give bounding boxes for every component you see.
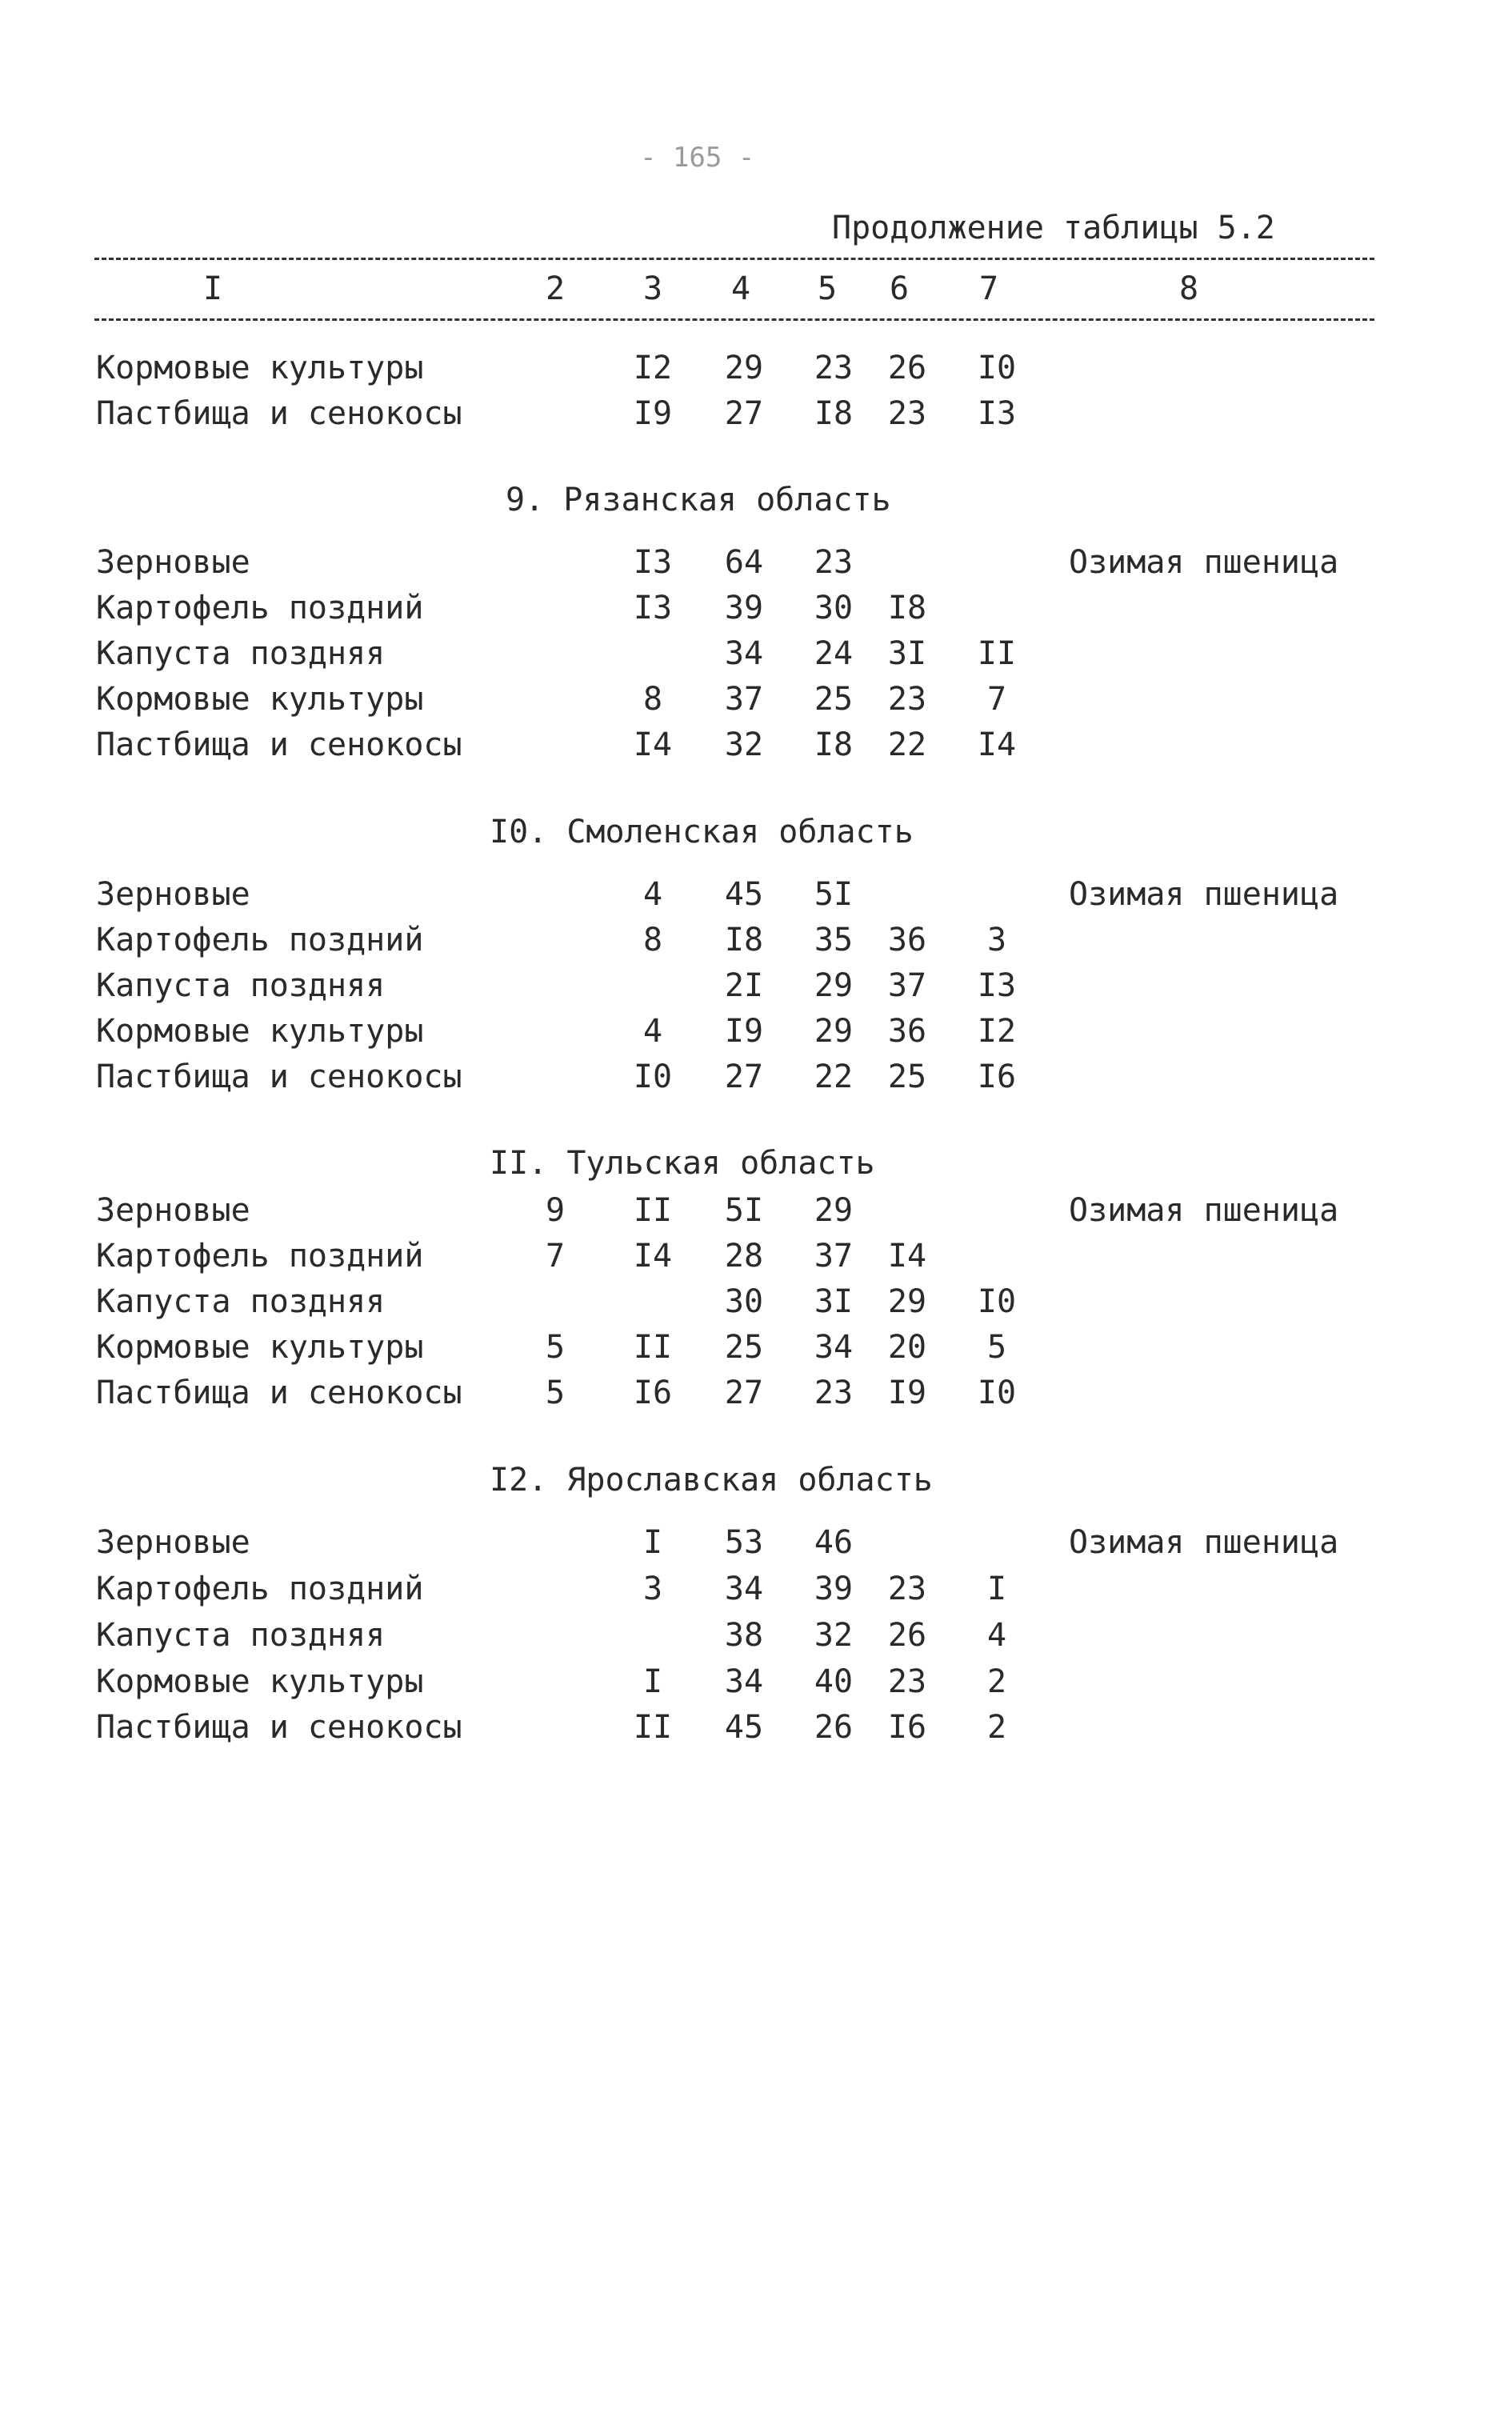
value-cell-4: 27 [724, 395, 764, 432]
value-cell-6: 26 [887, 1617, 927, 1654]
value-cell-5: 29 [814, 1192, 854, 1229]
value-cell-5: 39 [814, 1571, 854, 1607]
value-cell-5: 25 [814, 681, 854, 718]
table-row [0, 635, 1512, 675]
crop-name-cell: Картофель поздний [96, 1571, 424, 1607]
crop-name-cell: Пастбища и сенокосы [96, 395, 462, 432]
value-cell-7: 3 [986, 922, 1007, 958]
value-cell-4: 37 [724, 681, 764, 718]
table-row [0, 1283, 1512, 1323]
column-header-4: 4 [731, 270, 751, 307]
value-cell-4: 32 [724, 726, 764, 763]
crop-name-cell: Кормовые культуры [96, 681, 424, 718]
value-cell-2: 7 [545, 1238, 566, 1275]
table-row [0, 1709, 1512, 1749]
table-row [0, 395, 1512, 435]
value-cell-4: 45 [724, 876, 764, 913]
value-cell-4: 25 [724, 1329, 764, 1366]
value-cell-5: 30 [814, 590, 854, 626]
value-cell-4: 38 [724, 1617, 764, 1654]
value-cell-5: 22 [814, 1058, 854, 1095]
crop-name-cell: Пастбища и сенокосы [96, 1375, 462, 1411]
value-cell-7: II [977, 635, 1017, 672]
value-cell-6: 23 [887, 1571, 927, 1607]
crop-name-cell: Кормовые культуры [96, 1013, 424, 1050]
value-cell-5: I8 [814, 726, 854, 763]
value-cell-6: 26 [887, 350, 927, 386]
value-cell-3: 4 [642, 876, 663, 913]
table-row [0, 350, 1512, 390]
column-header-7: 7 [979, 270, 999, 307]
table-row [0, 1013, 1512, 1053]
table-row [0, 876, 1512, 916]
table-row [0, 1329, 1512, 1369]
value-cell-3: II [633, 1192, 673, 1229]
value-cell-5: 23 [814, 544, 854, 581]
value-cell-7: 2 [986, 1709, 1007, 1746]
value-cell-6: 22 [887, 726, 927, 763]
table-row [0, 967, 1512, 1007]
value-cell-3: I [642, 1663, 663, 1700]
region-title: I2. Ярославская область [490, 1462, 933, 1499]
value-cell-4: I9 [724, 1013, 764, 1050]
value-cell-3: 4 [642, 1013, 663, 1050]
value-cell-7: 2 [986, 1663, 1007, 1700]
value-cell-7: I [986, 1571, 1007, 1607]
value-cell-6: 23 [887, 1663, 927, 1700]
value-cell-3: I9 [633, 395, 673, 432]
value-cell-6: 29 [887, 1283, 927, 1320]
value-cell-7: I3 [977, 967, 1017, 1004]
value-cell-8: Озимая пшеница [1069, 1192, 1339, 1229]
value-cell-4: 39 [724, 590, 764, 626]
value-cell-7: I6 [977, 1058, 1017, 1095]
table-row [0, 1524, 1512, 1564]
table-row [0, 544, 1512, 584]
table-row [0, 681, 1512, 721]
value-cell-4: 34 [724, 635, 764, 672]
table-row [0, 1192, 1512, 1232]
value-cell-4: 28 [724, 1238, 764, 1275]
value-cell-5: I8 [814, 395, 854, 432]
value-cell-5: 26 [814, 1709, 854, 1746]
value-cell-4: 34 [724, 1663, 764, 1700]
crop-name-cell: Капуста поздняя [96, 1617, 386, 1654]
crop-name-cell: Капуста поздняя [96, 1283, 386, 1320]
value-cell-5: 29 [814, 1013, 854, 1050]
value-cell-2: 5 [545, 1329, 566, 1366]
value-cell-7: I0 [977, 1375, 1017, 1411]
crop-name-cell: Картофель поздний [96, 590, 424, 626]
value-cell-5: 34 [814, 1329, 854, 1366]
value-cell-7: I4 [977, 726, 1017, 763]
value-cell-7: I0 [977, 1283, 1017, 1320]
value-cell-4: 29 [724, 350, 764, 386]
value-cell-2: 5 [545, 1375, 566, 1411]
value-cell-7: I0 [977, 350, 1017, 386]
crop-name-cell: Картофель поздний [96, 922, 424, 958]
value-cell-6: 25 [887, 1058, 927, 1095]
value-cell-6: I6 [887, 1709, 927, 1746]
table-row [0, 1238, 1512, 1278]
value-cell-3: II [633, 1329, 673, 1366]
column-header-8: 8 [1179, 270, 1199, 307]
region-title: 9. Рязанская область [506, 482, 891, 518]
value-cell-6: 37 [887, 967, 927, 1004]
value-cell-6: I9 [887, 1375, 927, 1411]
value-cell-6: I4 [887, 1238, 927, 1275]
value-cell-4: 64 [724, 544, 764, 581]
value-cell-6: 20 [887, 1329, 927, 1366]
column-header-6: 6 [890, 270, 910, 307]
crop-name-cell: Капуста поздняя [96, 635, 386, 672]
crop-name-cell: Кормовые культуры [96, 1329, 424, 1366]
table-row [0, 726, 1512, 766]
value-cell-6: 23 [887, 395, 927, 432]
value-cell-3: I [642, 1524, 663, 1561]
crop-name-cell: Картофель поздний [96, 1238, 424, 1275]
crop-name-cell: Зерновые [96, 1192, 250, 1229]
column-header-2: 2 [546, 270, 566, 307]
table-caption: Продолжение таблицы 5.2 [832, 210, 1275, 246]
page-number: - 165 - [640, 142, 755, 174]
value-cell-4: 27 [724, 1058, 764, 1095]
crop-name-cell: Капуста поздняя [96, 967, 386, 1004]
header-rule-top [94, 258, 1374, 260]
value-cell-8: Озимая пшеница [1069, 876, 1339, 913]
table-row [0, 1375, 1512, 1415]
table-row [0, 1571, 1512, 1611]
value-cell-3: 3 [642, 1571, 663, 1607]
value-cell-5: 24 [814, 635, 854, 672]
value-cell-7: 5 [986, 1329, 1007, 1366]
table-row [0, 1617, 1512, 1657]
value-cell-4: 5I [724, 1192, 764, 1229]
value-cell-5: 35 [814, 922, 854, 958]
region-title: II. Тульская область [490, 1145, 875, 1182]
value-cell-5: 3I [814, 1283, 854, 1320]
value-cell-4: 45 [724, 1709, 764, 1746]
value-cell-8: Озимая пшеница [1069, 1524, 1339, 1561]
crop-name-cell: Пастбища и сенокосы [96, 726, 462, 763]
crop-name-cell: Пастбища и сенокосы [96, 1709, 462, 1746]
table-row [0, 1058, 1512, 1098]
value-cell-3: 8 [642, 681, 663, 718]
header-rule-bottom [94, 318, 1374, 321]
value-cell-3: I6 [633, 1375, 673, 1411]
value-cell-3: I0 [633, 1058, 673, 1095]
value-cell-5: 29 [814, 967, 854, 1004]
value-cell-4: 34 [724, 1571, 764, 1607]
value-cell-4: I8 [724, 922, 764, 958]
value-cell-3: I3 [633, 544, 673, 581]
column-header-5: 5 [818, 270, 838, 307]
value-cell-5: 46 [814, 1524, 854, 1561]
value-cell-6: 36 [887, 1013, 927, 1050]
value-cell-4: 2I [724, 967, 764, 1004]
value-cell-3: II [633, 1709, 673, 1746]
value-cell-3: I4 [633, 726, 673, 763]
value-cell-5: 23 [814, 1375, 854, 1411]
value-cell-5: 37 [814, 1238, 854, 1275]
value-cell-7: I2 [977, 1013, 1017, 1050]
table-row [0, 590, 1512, 630]
value-cell-5: 5I [814, 876, 854, 913]
value-cell-4: 53 [724, 1524, 764, 1561]
value-cell-6: 3I [887, 635, 927, 672]
crop-name-cell: Зерновые [96, 544, 250, 581]
value-cell-6: 36 [887, 922, 927, 958]
value-cell-7: I3 [977, 395, 1017, 432]
region-title: I0. Смоленская область [490, 814, 914, 850]
value-cell-5: 32 [814, 1617, 854, 1654]
value-cell-3: I2 [633, 350, 673, 386]
table-row [0, 922, 1512, 962]
value-cell-2: 9 [545, 1192, 566, 1229]
value-cell-3: I3 [633, 590, 673, 626]
value-cell-6: 23 [887, 681, 927, 718]
value-cell-3: 8 [642, 922, 663, 958]
crop-name-cell: Пастбища и сенокосы [96, 1058, 462, 1095]
value-cell-7: 7 [986, 681, 1007, 718]
column-header-1: I [203, 270, 223, 307]
value-cell-4: 27 [724, 1375, 764, 1411]
crop-name-cell: Зерновые [96, 876, 250, 913]
value-cell-7: 4 [986, 1617, 1007, 1654]
value-cell-3: I4 [633, 1238, 673, 1275]
value-cell-4: 30 [724, 1283, 764, 1320]
crop-name-cell: Кормовые культуры [96, 1663, 424, 1700]
crop-name-cell: Кормовые культуры [96, 350, 424, 386]
crop-name-cell: Зерновые [96, 1524, 250, 1561]
table-row [0, 1663, 1512, 1703]
value-cell-5: 40 [814, 1663, 854, 1700]
value-cell-6: I8 [887, 590, 927, 626]
value-cell-5: 23 [814, 350, 854, 386]
value-cell-8: Озимая пшеница [1069, 544, 1339, 581]
column-header-3: 3 [643, 270, 663, 307]
